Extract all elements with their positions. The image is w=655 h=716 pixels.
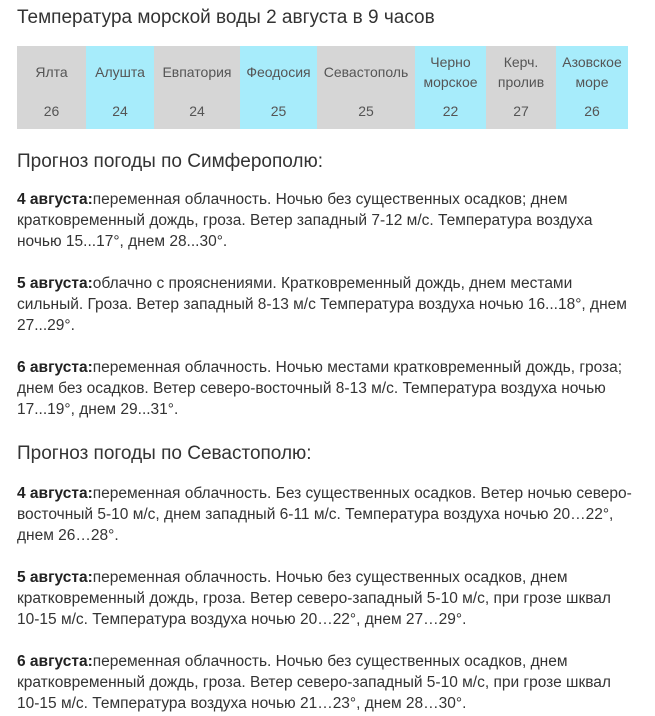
simferopol-forecast-day [17,357,632,420]
sea-cell-alushta [86,46,154,129]
forecast-text: переменная облачность. Ночью без существенных осадков; днем кратковременный дождь, гроза. Ветер западный 7-12 м/с. Температура воздуха ночью 15...17°, днем 28...30°. [17,191,593,250]
sea-cell-feodosia [240,46,317,129]
sea-cell-name: Черно морское [423,54,478,90]
sea-temperature-table [17,46,636,129]
sevastopol-forecast-day [17,483,632,546]
sea-cell-chernomorskoe [415,46,486,129]
sea-cell-temp: 24 [189,103,205,119]
sea-cell-name: Севастополь [323,64,409,80]
sea-cell-name: Керч. пролив [497,54,545,90]
page-title: Температура морской воды 2 августа в 9 часов [17,7,435,28]
sea-cell-temp: 22 [442,103,459,119]
forecast-date: 5 августа: [17,275,93,292]
sea-cell-temp: 24 [112,103,128,119]
forecast-text: переменная облачность. Ночью местами кратковременный дождь, гроза; днем без осадков. Ветер северо-восточный 8-13 м/с. Температура воздуха ночью 17...19°, днем 29...31°. [17,359,623,418]
sea-cell-sevastopol [317,46,415,129]
sea-cell-name: Ялта [35,64,68,80]
sea-cell-name: Феодосия [246,64,311,80]
sea-cell-kerch-strait [486,46,556,129]
simferopol-forecast-day [17,273,632,336]
sea-cell-temp: 26 [43,103,60,119]
sea-cell-temp: 26 [584,103,600,119]
forecast-date: 4 августа: [17,191,93,208]
forecast-text: переменная облачность. Без существенных осадков. Ветер ночью северо-восточный 5-10 м/с, днем западный 6-11 м/с. Температура воздуха ночью 20…22°, днем 26…28°. [17,485,632,544]
sea-cell-name: Алушта [95,64,145,80]
simferopol-heading: Прогноз погоды по Симферополю: [17,151,324,172]
forecast-date: 4 августа: [17,485,93,502]
simferopol-forecast-day [17,189,632,252]
sevastopol-forecast-day [17,651,632,714]
sea-cell-azov-sea [556,46,628,129]
sevastopol-forecast-day [17,567,632,630]
sea-cell-temp: 27 [513,103,529,119]
forecast-date: 5 августа: [17,569,93,586]
sea-cell-temp: 25 [270,103,287,119]
forecast-text: переменная облачность. Ночью без существенных осадков, днем кратковременный дождь, гроза. Ветер северо-западный 5-10 м/с, при грозе шквал 10-15 м/с. Температура воздуха ночью 20…22°, днем 27…29°. [17,569,611,628]
sea-cell-name: Евпатория [162,64,232,80]
forecast-date: 6 августа: [17,653,93,670]
sea-cell-yalta [17,46,86,129]
sea-cell-temp: 25 [358,103,374,119]
sea-cell-evpatoria [154,46,240,129]
sevastopol-heading: Прогноз погоды по Севастополю: [17,443,312,464]
forecast-text: переменная облачность. Ночью без существенных осадков, днем кратковременный дождь, гроза. Ветер северо-западный 5-10 м/с, при грозе шквал 10-15 м/с. Температура воздуха ночью 21…23°, днем 28…30°. [17,653,611,712]
forecast-text: облачно с прояснениями. Кратковременный дождь, днем местами сильный. Гроза. Ветер западный 8-13 м/с Температура воздуха ночью 16...18°, днем 27...29°. [17,275,627,334]
forecast-date: 6 августа: [17,359,93,376]
sea-cell-name: Азовское море [562,54,622,90]
